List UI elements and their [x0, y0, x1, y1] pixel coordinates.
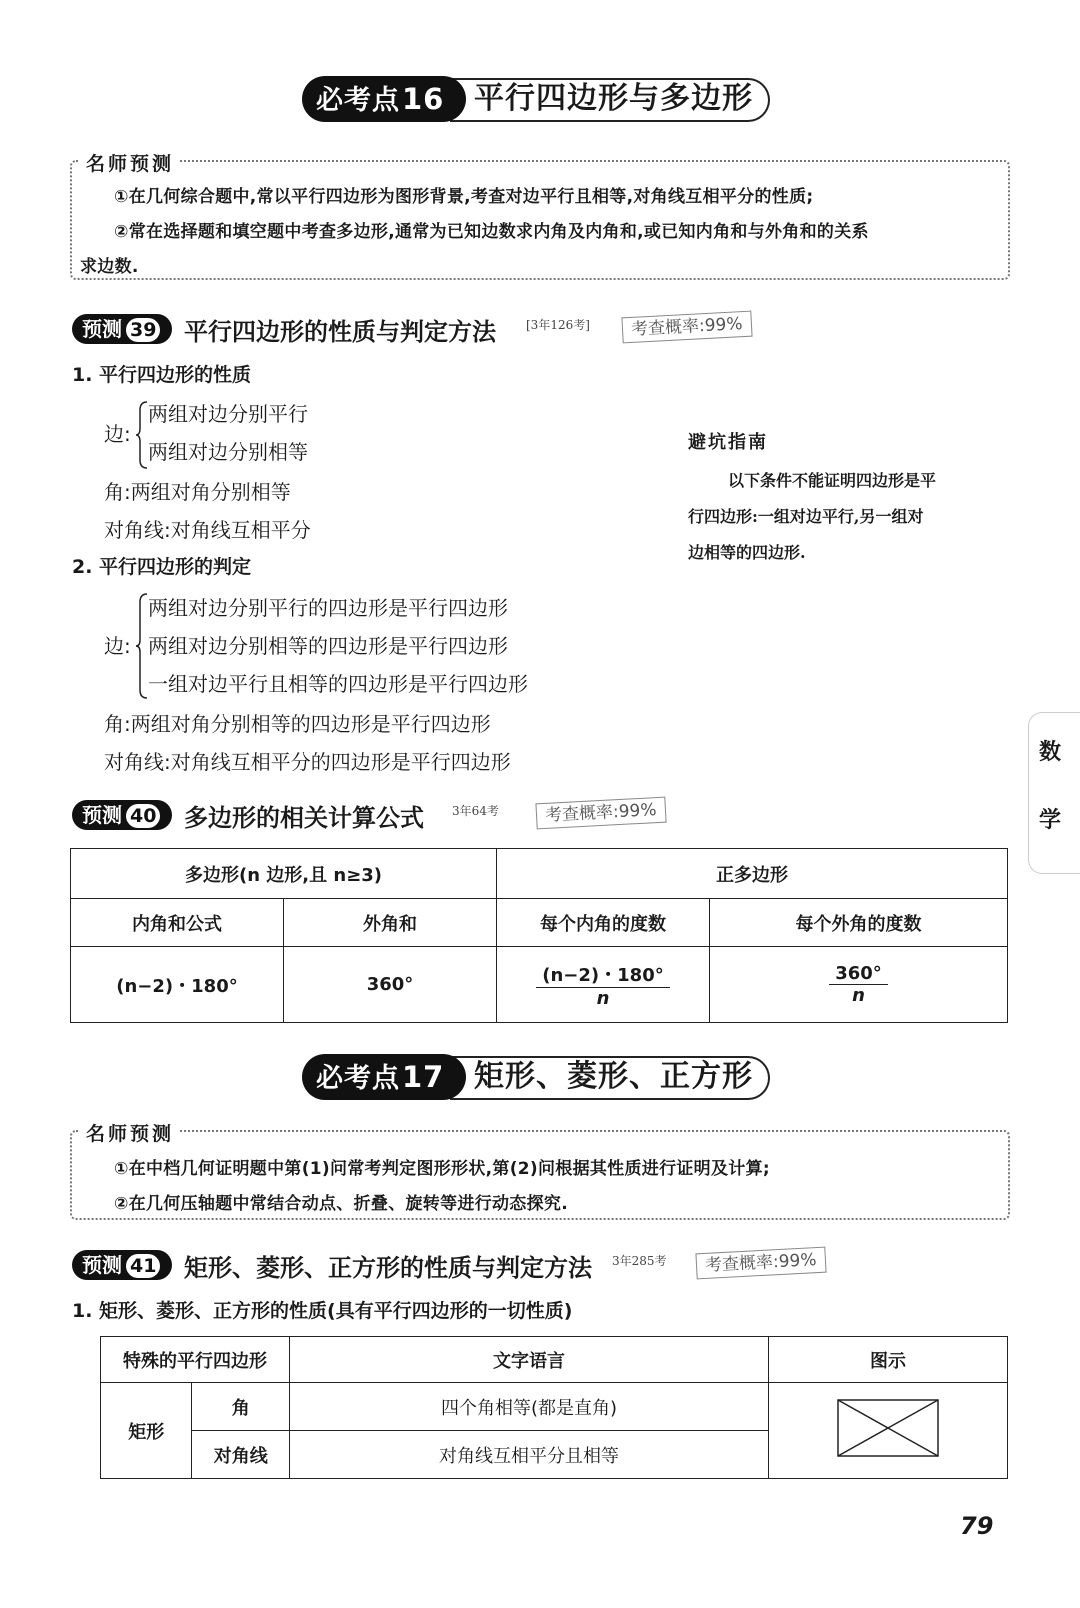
brace-icon: [136, 400, 148, 470]
property-side-2: 两组对边分别相等: [148, 440, 308, 464]
tip-line: 以下条件不能证明四边形是平: [728, 471, 937, 490]
fraction: [829, 963, 888, 1006]
table-cell: 对角线互相平分且相等: [290, 1431, 769, 1479]
teacher-prediction-line: ①在几何综合题中,常以平行四边形为图形背景,考查对边平行且相等,对角线互相平分的性质;: [114, 187, 814, 207]
fraction: [536, 961, 669, 1009]
table-header: 每个外角的度数: [710, 899, 1008, 947]
table-header: 外角和: [284, 899, 497, 947]
exam-frequency: 3年64考: [452, 804, 499, 818]
brace-icon: [136, 592, 148, 700]
prediction-badge: 预测 39: [72, 314, 172, 344]
prediction-number: 41: [126, 1254, 160, 1278]
property-angle: 角:两组对角分别相等: [104, 480, 291, 504]
prediction-badge: 预测 41: [72, 1250, 172, 1280]
table-cell: (n−2)・180°: [71, 947, 284, 1023]
tip-line: 边相等的四边形.: [688, 543, 806, 562]
judgement-side-2: 两组对边分别相等的四边形是平行四边形: [148, 634, 508, 658]
prediction-title: 平行四边形的性质与判定方法: [184, 318, 496, 346]
rectangle-figure-cell: [769, 1383, 1008, 1479]
section-header-17: [302, 1054, 774, 1100]
exam-probability: 考查概率:99%: [621, 311, 752, 344]
judgement-side-3: 一组对边平行且相等的四边形是平行四边形: [148, 672, 528, 696]
table-cell: 对角线: [192, 1431, 290, 1479]
exam-probability: 考查概率:99%: [535, 797, 666, 830]
exam-frequency: 3年285考: [612, 1254, 667, 1268]
judgement-diagonal: 对角线:对角线互相平分的四边形是平行四边形: [104, 750, 511, 774]
side-label: 边:: [104, 634, 131, 658]
teacher-prediction-label: 名师预测: [80, 149, 180, 176]
tip-box: [688, 428, 1004, 566]
page-number: 79: [960, 1512, 994, 1540]
section-pill: 必考点17: [302, 1054, 466, 1100]
section-number: 17: [402, 1060, 445, 1094]
fraction-denominator: n: [596, 987, 610, 1009]
properties-heading: 1. 平行四边形的性质: [72, 364, 252, 386]
rect-properties-heading: 1. 矩形、菱形、正方形的性质(具有平行四边形的一切性质): [72, 1300, 573, 1322]
section-pill: 必考点16: [302, 76, 466, 122]
judgement-side-1: 两组对边分别平行的四边形是平行四边形: [148, 596, 508, 620]
table-cell: [710, 947, 1008, 1023]
teacher-prediction-line: ①在中档几何证明题中第(1)问常考判定图形形状,第(2)问根据其性质进行证明及计算;: [114, 1159, 770, 1179]
table-header: 正多边形: [497, 849, 1008, 899]
section-header-16: [302, 76, 774, 122]
teacher-prediction-line: ②在几何压轴题中常结合动点、折叠、旋转等进行动态探究.: [114, 1194, 568, 1214]
side-label: 边:: [104, 422, 131, 446]
prediction-number: 39: [126, 318, 160, 342]
judgement-angle: 角:两组对角分别相等的四边形是平行四边形: [104, 712, 491, 736]
table-header: 特殊的平行四边形: [101, 1337, 290, 1383]
table-cell: 矩形: [101, 1383, 192, 1479]
prediction-badge: 预测 40: [72, 800, 172, 830]
teacher-prediction-label: 名师预测: [80, 1119, 180, 1146]
table-cell: [497, 947, 710, 1023]
prediction-title: 多边形的相关计算公式: [184, 804, 424, 832]
table-header: 每个内角的度数: [497, 899, 710, 947]
exam-probability: 考查概率:99%: [695, 1247, 826, 1280]
prediction-number: 40: [126, 804, 160, 828]
table-header: 图示: [769, 1337, 1008, 1383]
section-number: 16: [402, 82, 445, 116]
exam-frequency: [3年126考]: [526, 318, 590, 332]
subject-side-tab: [1028, 712, 1080, 874]
table-header: 多边形(n 边形,且 n≥3): [71, 849, 497, 899]
teacher-prediction-line: ②常在选择题和填空题中考查多边形,通常为已知边数求内角及内角和,或已知内角和与外角和的关系: [114, 222, 869, 242]
table-header: 文字语言: [290, 1337, 769, 1383]
table-cell: 角: [192, 1383, 290, 1431]
property-side-1: 两组对边分别平行: [148, 402, 308, 426]
section-title: 矩形、菱形、正方形: [474, 1059, 753, 1094]
side-tab-char: 数: [1039, 740, 1062, 765]
property-diagonal: 对角线:对角线互相平分: [104, 518, 311, 542]
tip-line: 行四边形:一组对边平行,另一组对: [688, 507, 924, 526]
rectangle-diagram-icon: [836, 1398, 940, 1458]
table-cell: 360°: [284, 947, 497, 1023]
prediction-title: 矩形、菱形、正方形的性质与判定方法: [184, 1254, 592, 1282]
tip-label: 避坑指南: [688, 432, 768, 453]
side-tab-char: 学: [1039, 808, 1062, 833]
table-header: 内角和公式: [71, 899, 284, 947]
fraction-numerator: (n−2)・180°: [536, 961, 669, 988]
rectangle-property-table: [100, 1336, 1008, 1479]
fraction-denominator: n: [852, 985, 865, 1006]
polygon-formula-table: [70, 848, 1008, 1023]
fraction-numerator: 360°: [829, 963, 888, 985]
judgement-heading: 2. 平行四边形的判定: [72, 556, 252, 578]
teacher-prediction-line: 求边数.: [80, 257, 139, 277]
table-cell: 四个角相等(都是直角): [290, 1383, 769, 1431]
section-title: 平行四边形与多边形: [474, 81, 753, 116]
